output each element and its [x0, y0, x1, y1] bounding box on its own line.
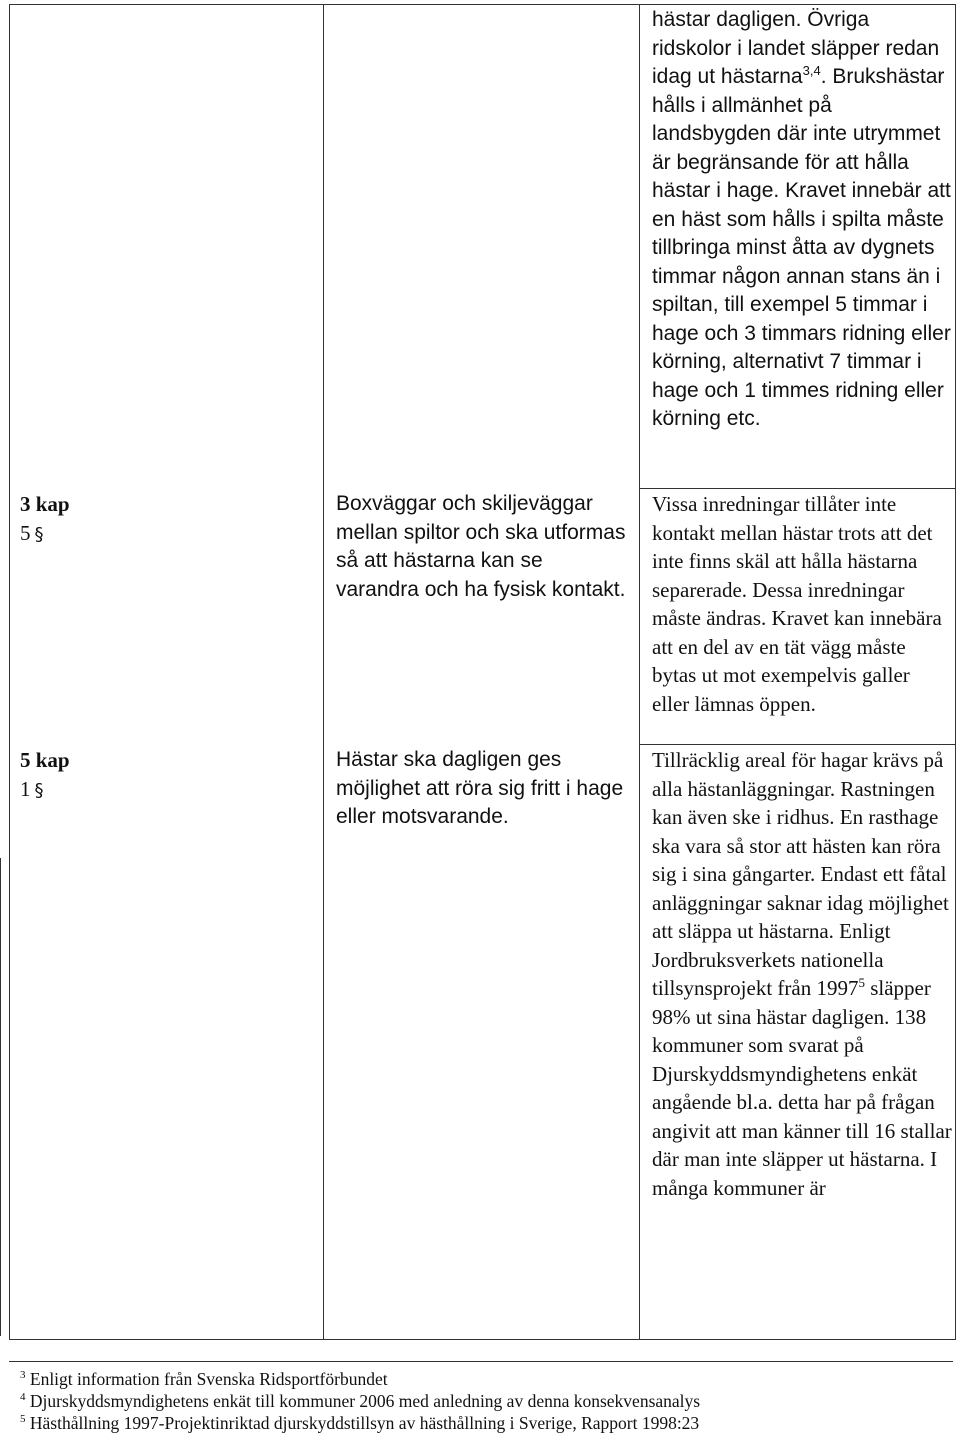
table-border-right — [955, 4, 956, 1340]
footnote-text: Enligt information från Svenska Ridsportförbundet — [29, 1369, 388, 1389]
section-symbol: § — [34, 779, 44, 801]
margin-line — [0, 858, 1, 1336]
row-2-rule: Hästar ska dagligen ges möjlighet att röra sig fritt i hage eller motsvarande. — [336, 748, 624, 828]
footnote-text: Hästhållning 1997-Projektinriktad djurskyddstillsyn av hästhållning i Sverige, Rapport 1998:23 — [29, 1413, 700, 1433]
comment-continued-text-b: . Brukshästar hålls i allmänhet på landsbygden där inte utrymmet är begränsande för att hålla hästar i hage. Kravet innebär att en häst som hålls i spilta måste tillbringa minst åtta av dygnets timmar någon annan stans än i spiltan, till exempel 5 timmar i hage och 3 timmars ridning eller körning, alternativt 7 timmar i hage och 1 timmes ridning eller körning etc. — [652, 65, 951, 430]
row-2-section: 1 — [20, 776, 31, 801]
row-1-section: 5 — [20, 520, 31, 545]
table-border-left — [9, 4, 10, 1340]
row-2-comment — [652, 746, 952, 1202]
footnote-ref-3-4: 3,4 — [802, 63, 821, 78]
footnote-number: 5 — [20, 1413, 26, 1426]
footnote-ref-5: 5 — [858, 975, 865, 990]
comment-continued-text-a: hästar dagligen. Övriga ridskolor i landet släpper redan idag ut hästarna — [652, 8, 940, 88]
row-1-rule: Boxväggar och skiljeväggar mellan spiltor och ska utformas så att hästarna kan se varandra och ha fysisk kontakt. — [336, 492, 626, 601]
footnote-5 — [20, 1412, 700, 1434]
footnote-number: 4 — [20, 1391, 26, 1404]
row-2-reference — [20, 746, 90, 805]
row-separator-comment-1 — [639, 488, 955, 489]
table-border-top — [9, 4, 956, 5]
row-1-chapter: 3 kap — [20, 492, 70, 516]
row-2-chapter: 5 kap — [20, 748, 70, 772]
table-divider-2 — [639, 4, 640, 1340]
table-divider-1 — [323, 4, 324, 1340]
footnote-4 — [20, 1390, 700, 1412]
footnotes — [20, 1368, 700, 1434]
footnote-3 — [20, 1368, 700, 1390]
footnote-number: 3 — [20, 1369, 26, 1382]
footnote-text: Djurskyddsmyndighetens enkät till kommuner 2006 med anledning av denna konsekvensanalys — [29, 1391, 701, 1411]
section-symbol: § — [34, 523, 44, 545]
row-2-comment-text-b: släpper 98% ut sina hästar dagligen. 138 kommuner som svarat på Djurskyddsmyndighetens enkät angående bl.a. detta har på frågan angivit att man känner till 16 stallar där man inte släpper ut hästarna. I många kommuner är — [652, 976, 952, 1200]
table-border-bottom — [9, 1339, 956, 1340]
row-1-reference — [20, 490, 90, 549]
row-1-comment: Vissa inredningar tillåter inte kontakt mellan hästar trots att det inte finns skäl att hålla hästarna separerade. Dessa inredningar måste ändras. Kravet kan innebära att en del av en tät vägg måste bytas ut mot exempelvis galler eller lämnas öppen. — [652, 492, 942, 716]
row-separator-comment-2 — [639, 744, 955, 745]
comment-continued — [652, 6, 952, 434]
row-2-comment-text-a: Tillräcklig areal för hagar krävs på alla hästanläggningar. Rastningen kan även ske i ridhus. En rasthage ska vara så stor att hästen kan röra sig i sina gångarter. Endast ett fåtal anläggningar saknar idag möjlighet att släppa ut hästarna. Enligt Jordbruksverkets nationella tillsynsprojekt från 1997 — [652, 748, 949, 1000]
footnote-separator — [9, 1361, 953, 1362]
